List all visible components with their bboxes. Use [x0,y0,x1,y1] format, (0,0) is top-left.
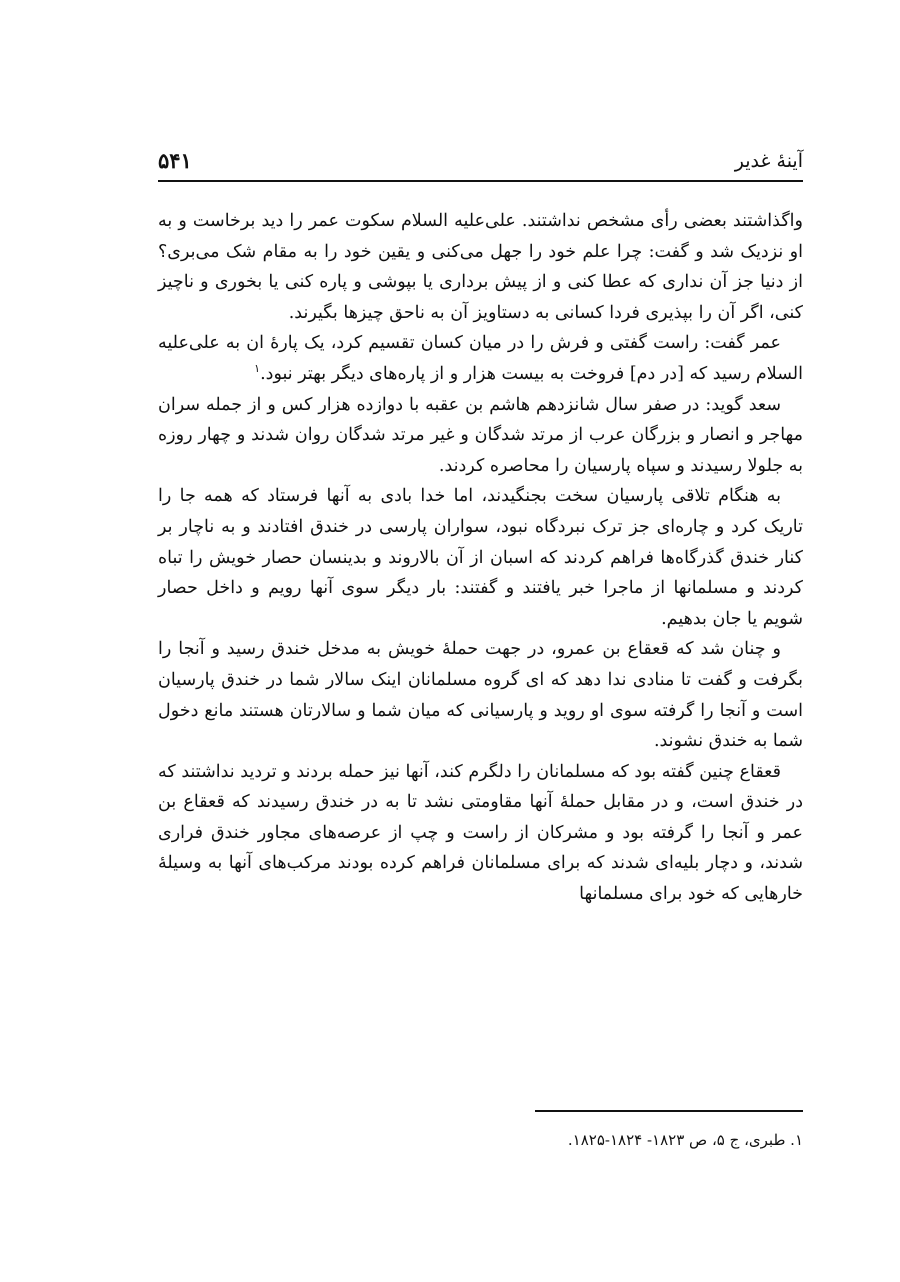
page-number: ۵۴۱ [158,148,192,173]
running-title: آینهٔ غدیر [734,150,803,172]
paragraph [158,328,803,389]
paragraph-text: به هنگام تلاقی پارسیان سخت بجنگیدند، اما خدا بادی به آنها فرستاد که همه جا را تاریک کرد و چاره‌ای جز ترک نبردگاه نبود، سواران پارسی در خندق افتادند و به ناچار بر کنار خندق گذرگاه‌ها فراهم کردند که اسبان از آن بالاروند و بدینسان حصار خویش را تباه کردند و مسلمانها از ماجرا خبر یافتند و گفتند: بار دیگر سوی آنها رویم و داخل حصار شویم یا جان بدهیم. [158,486,803,629]
paragraph [158,390,803,482]
paragraph [158,206,803,328]
paragraph [158,757,803,910]
paragraph [158,481,803,634]
paragraph [158,634,803,756]
body-text [158,206,803,910]
paragraph-text: و چنان شد که قعقاع بن عمرو، در جهت حملهٔ خویش به مدخل خندق رسید و آنجا را بگرفت و گفت تا منادی ندا دهد که ای گروه مسلمانان اینک سالار شما در خندق پارسیان است و آنجا را گرفته سوی او روید و پارسیانی که میان شما و سالارتان هستند مانع دخول شما به خندق نشوند. [158,639,803,752]
paragraph-text: عمر گفت: راست گفتی و فرش را در میان کسان تقسیم کرد، یک پارهٔ ان به علی‌علیه السلام رسید که [در دم] فروخت به بیست هزار و از پاره‌های دیگر بهتر نبود. [158,333,803,384]
footnote-divider [535,1110,803,1112]
running-header [158,144,803,182]
paragraph-text: واگذاشتند بعضی رأی مشخص نداشتند. علی‌علیه السلام سکوت عمر را دید برخاست و به او نزدیک شد و گفت: چرا علم خود را جهل می‌کنی و یقین خود را به مقام شک می‌بری؟ از دنیا جز آن نداری که عطا کنی و از پیش برداری یا بپوشی و پاره کنی یا بخوری و ناچیز کنی، اگر آن را بپذیری فردا کسانی به دستاویز آن به ناحق چیزها بگیرند. [158,211,803,323]
paragraph-text: قعقاع چنین گفته بود که مسلمانان را دلگرم کند، آنها نیز حمله بردند و تردید نداشتند که در خندق است، و در مقابل حملهٔ آنها مقاومتی نشد تا به در خندق رسیدند که قعقاع بن عمر و آنجا را گرفته بود و مشرکان از راست و چپ از عرصه‌های مجاور خندق فراری شدند، و دچار بلیه‌ای شدند که برای مسلمانان فراهم کرده بودند مرکب‌های آنها به وسیلهٔ خارهایی که خود برای مسلمانها [158,761,803,905]
header-divider [158,180,803,182]
footnote: ۱. طبری، ج ۵، ص ۱۸۲۳- ۱۸۲۴-۱۸۲۵. [567,1131,803,1149]
paragraph-text: سعد گوید: در صفر سال شانزدهم هاشم بن عقبه با دوازده هزار کس و از جمله سران مهاجر و انصار و بزرگان عرب از مرتد شدگان و غیر مرتد شدگان روان شدند و چهار روزه به جلولا رسیدند و سپاه پارسیان را محاصره کردند. [158,394,803,476]
footnote-reference[interactable]: ۱ [254,362,261,376]
